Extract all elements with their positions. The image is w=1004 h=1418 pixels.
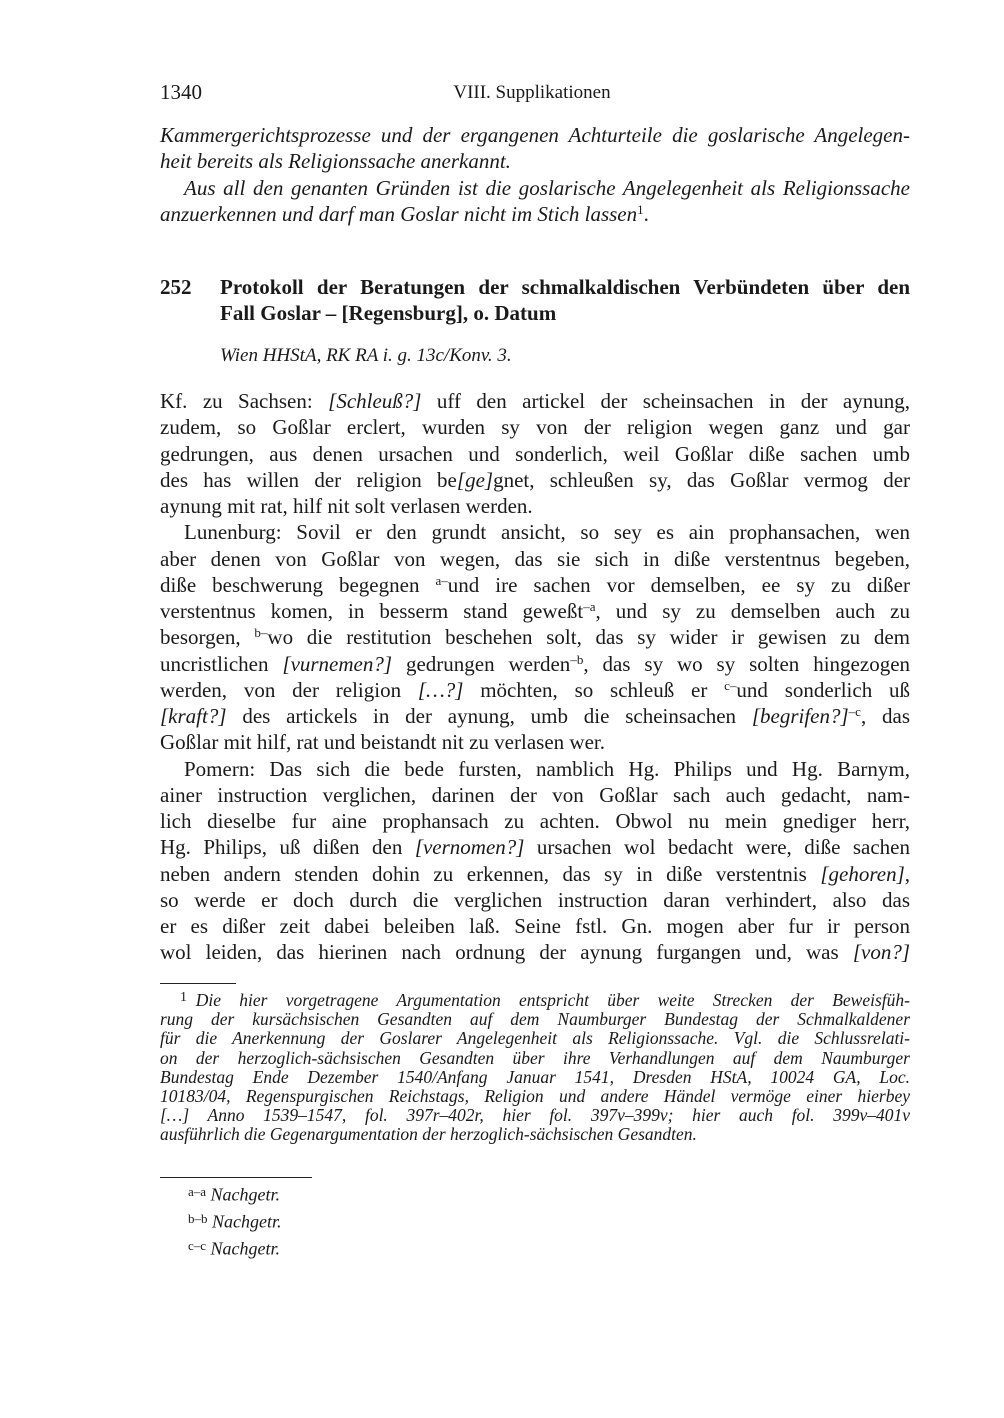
text-run: Hg. Philips, uß dißen den — [160, 835, 415, 860]
document-title-line: Fall Goslar – [Regensburg], o. Datum — [220, 301, 557, 325]
note-text: Nachgetr. — [212, 1211, 282, 1232]
text-run: besorgen, — [160, 625, 255, 650]
text-line — [160, 834, 910, 860]
footnote-text: Bundestag Ende Dezember 1540/Anfang Januar 1541, Dresden HStA, 10024 GA, Loc. — [160, 1066, 910, 1087]
italic-text: [vernomen?] — [414, 835, 525, 860]
text-line — [160, 441, 910, 467]
text-line — [160, 122, 910, 148]
text-line — [160, 519, 910, 545]
note-marker: 1 — [637, 202, 644, 218]
italic-text: heit bereits als Religionssache anerkannt. — [160, 149, 511, 174]
text-line — [160, 624, 910, 650]
footnote-line — [160, 1125, 910, 1144]
text-run: er es dißer zeit dabei beleiben laß. Seine fstl. Gn. mogen aber fur ir person — [160, 914, 910, 938]
text-run: des artickels in der aynung, umb die scheinsachen — [226, 704, 752, 728]
italic-text: [von?] — [852, 940, 910, 965]
italic-text: […?] — [417, 677, 464, 702]
text-line — [160, 677, 910, 703]
text-line — [160, 939, 910, 965]
footnote-text: […] Anno 1539–1547, fol. 397r–402r, hier fol. 397v–399v; hier auch fol. 399v–401v — [160, 1105, 910, 1126]
document-title-line: Protokoll der Beratungen der schmalkaldischen Verbündeten über den — [220, 275, 910, 299]
text-run: so werde er doch durch die verglichen instruction daran verhindert, also das — [160, 887, 910, 912]
text-line — [160, 913, 910, 939]
text-run: gedrungen werden — [392, 651, 571, 676]
text-run: Lunenburg: Sovil er den grundt ansicht, so sey es ain prophansachen, wen — [184, 520, 910, 545]
text-line — [160, 467, 910, 493]
italic-text: Aus all den genanten Gründen ist die goslarische Angelegenheit als Religionssache — [184, 175, 910, 200]
document-number: 252 — [160, 275, 192, 299]
footnote-number: 1 — [180, 990, 187, 1005]
note-marker: c– — [724, 677, 737, 693]
note-marker: –b — [570, 651, 584, 667]
footnote-text: on der herzoglich-sächsischen Gesandten über ihre Verhandlungen auf dem Naumburger — [160, 1047, 910, 1068]
text-run: Goßlar mit hilf, rat und beistandt nit zu verlasen wer. — [160, 730, 605, 755]
textual-note — [188, 1234, 282, 1261]
text-run: , und sy zu demselben auch zu — [595, 599, 911, 623]
text-run: zudem, so Goßlar erclert, wurden sy von der religion wegen ganz und gar — [160, 415, 910, 440]
body-text — [160, 388, 910, 966]
text-line — [160, 756, 910, 782]
text-run: verstentnus komen, in besserm stand geweßt — [160, 599, 584, 623]
footnote-text: 10183/04, Regenspurgischen Reichstags, Religion und andere Händel vermöge einer hierbey — [160, 1085, 910, 1106]
text-run: möchten, so schleuß er — [463, 677, 725, 702]
text-line — [160, 546, 910, 572]
text-run: wol leiden, das hierinen nach ordnung der aynung furgangen und, was — [160, 940, 853, 965]
text-line — [160, 808, 910, 834]
footnote-line — [160, 1029, 910, 1048]
textual-note — [188, 1180, 282, 1207]
text-line — [160, 729, 910, 755]
italic-text: Kammergerichtsprozesse und der ergangenen Achturteile die goslarische Angelegen- — [160, 123, 910, 147]
footnote-text: rung der kursächsischen Gesandten auf dem Naumburger Bundestag der Schmalkaldener — [160, 1009, 910, 1030]
text-run: wo die restitution beschehen solt, das sy wider ir gewisen zu dem — [267, 625, 910, 650]
italic-text: [ge] — [456, 467, 494, 492]
text-run: gedrungen, aus denen ursachen und sonderlich, weil Goßlar diße sachen umb — [160, 441, 910, 466]
note-marker: b– — [254, 625, 268, 641]
text-run: aynung mit rat, hilf nit solt verlasen werden. — [160, 494, 533, 518]
text-run: diße beschwerung begegnen — [160, 572, 436, 597]
text-line — [160, 651, 910, 677]
text-run: neben andern stenden dohin zu erkennen, das sy in diße verstentnis — [160, 861, 821, 886]
note-mark: c–c — [188, 1238, 207, 1254]
text-run: Pomern: Das sich die bede fursten, namblich Hg. Philips und Hg. Barnym, — [184, 756, 910, 781]
footnote-line — [160, 1106, 910, 1125]
text-run: . — [643, 202, 649, 227]
text-line — [160, 148, 910, 174]
footnote-divider — [160, 983, 236, 984]
running-title: VIII. Supplikationen — [453, 82, 611, 103]
italic-text: [vurnemen?] — [282, 651, 393, 676]
footnote-line — [160, 1010, 910, 1029]
note-marker: a– — [435, 572, 448, 588]
italic-text: [gehoren] — [820, 861, 905, 886]
text-run: Kf. zu Sachsen: — [160, 389, 329, 413]
note-text: Nachgetr. — [210, 1238, 281, 1259]
footnote-text: ausführlich die Gegenargumentation der herzoglich-sächsischen Gesandten. — [160, 1124, 697, 1145]
footnote-text: Die hier vorgetragene Argumentation entspricht über weite Strecken der Beweisfüh- — [195, 989, 910, 1010]
text-line — [160, 782, 910, 808]
text-line — [160, 175, 910, 201]
page-number: 1340 — [160, 80, 202, 104]
text-run: und ire sachen vor demselben, ee sy zu dißer — [447, 572, 910, 597]
text-run: , das sy wo sy solten hingezogen — [583, 651, 911, 676]
note-marker: –c — [848, 703, 861, 719]
text-run: werden, von der religion — [160, 677, 418, 702]
footnote-line — [160, 1068, 910, 1087]
footnote-line — [160, 988, 910, 1010]
text-line — [160, 887, 910, 913]
text-run: uff den artickel der scheinsachen in der aynung, — [421, 389, 911, 413]
footnote-text: für die Anerkennung der Goslarer Angelegenheit als Religionssache. Vgl. die Schlussrelati- — [160, 1028, 910, 1049]
textual-note — [188, 1207, 282, 1234]
text-line — [160, 861, 910, 887]
text-run: , das — [860, 704, 910, 728]
notes-divider — [160, 1177, 312, 1178]
text-line — [160, 572, 910, 598]
text-line — [160, 598, 910, 624]
archival-source: Wien HHStA, RK RA i. g. 13c/Konv. 3. — [220, 345, 512, 366]
text-run: gnet, schleußen sy, das Goßlar vermog der — [493, 467, 911, 492]
text-run: uncristlichen — [160, 651, 283, 676]
textual-notes — [188, 1180, 282, 1261]
text-run: und sonderlich uß — [736, 677, 910, 702]
text-line — [160, 493, 910, 519]
text-run: lich dieselbe fur aine prophansach zu achten. Obwol nu mein gnediger herr, — [160, 809, 910, 833]
text-run: des has willen der religion be — [160, 467, 457, 492]
italic-text: [kraft?] — [160, 704, 227, 728]
note-marker: –a — [583, 598, 596, 614]
text-line — [160, 388, 910, 414]
footnote-line — [160, 1087, 910, 1106]
text-run: aber denen von Goßlar von wegen, das sie sich in diße verstentnus begeben, — [160, 546, 910, 571]
italic-text: [begrifen?] — [751, 704, 849, 728]
italic-text: anzuerkennen und darf man Goslar nicht im Stich lassen — [160, 202, 638, 227]
text-line — [160, 414, 910, 440]
text-run: ursachen wol bedacht were, diße sachen — [524, 835, 911, 860]
text-line — [160, 703, 910, 729]
italic-text: [Schleuß?] — [328, 389, 422, 413]
text-run: , — [904, 861, 910, 886]
note-mark: b–b — [188, 1211, 208, 1227]
footnote — [160, 988, 910, 1145]
text-run: ainer instruction verglichen, darinen der von Goßlar sach auch gedacht, nam- — [160, 782, 910, 807]
text-line — [160, 201, 910, 227]
note-text: Nachgetr. — [210, 1184, 281, 1205]
footnote-line — [160, 1049, 910, 1068]
note-mark: a–a — [188, 1184, 207, 1199]
intro-text — [160, 122, 910, 228]
